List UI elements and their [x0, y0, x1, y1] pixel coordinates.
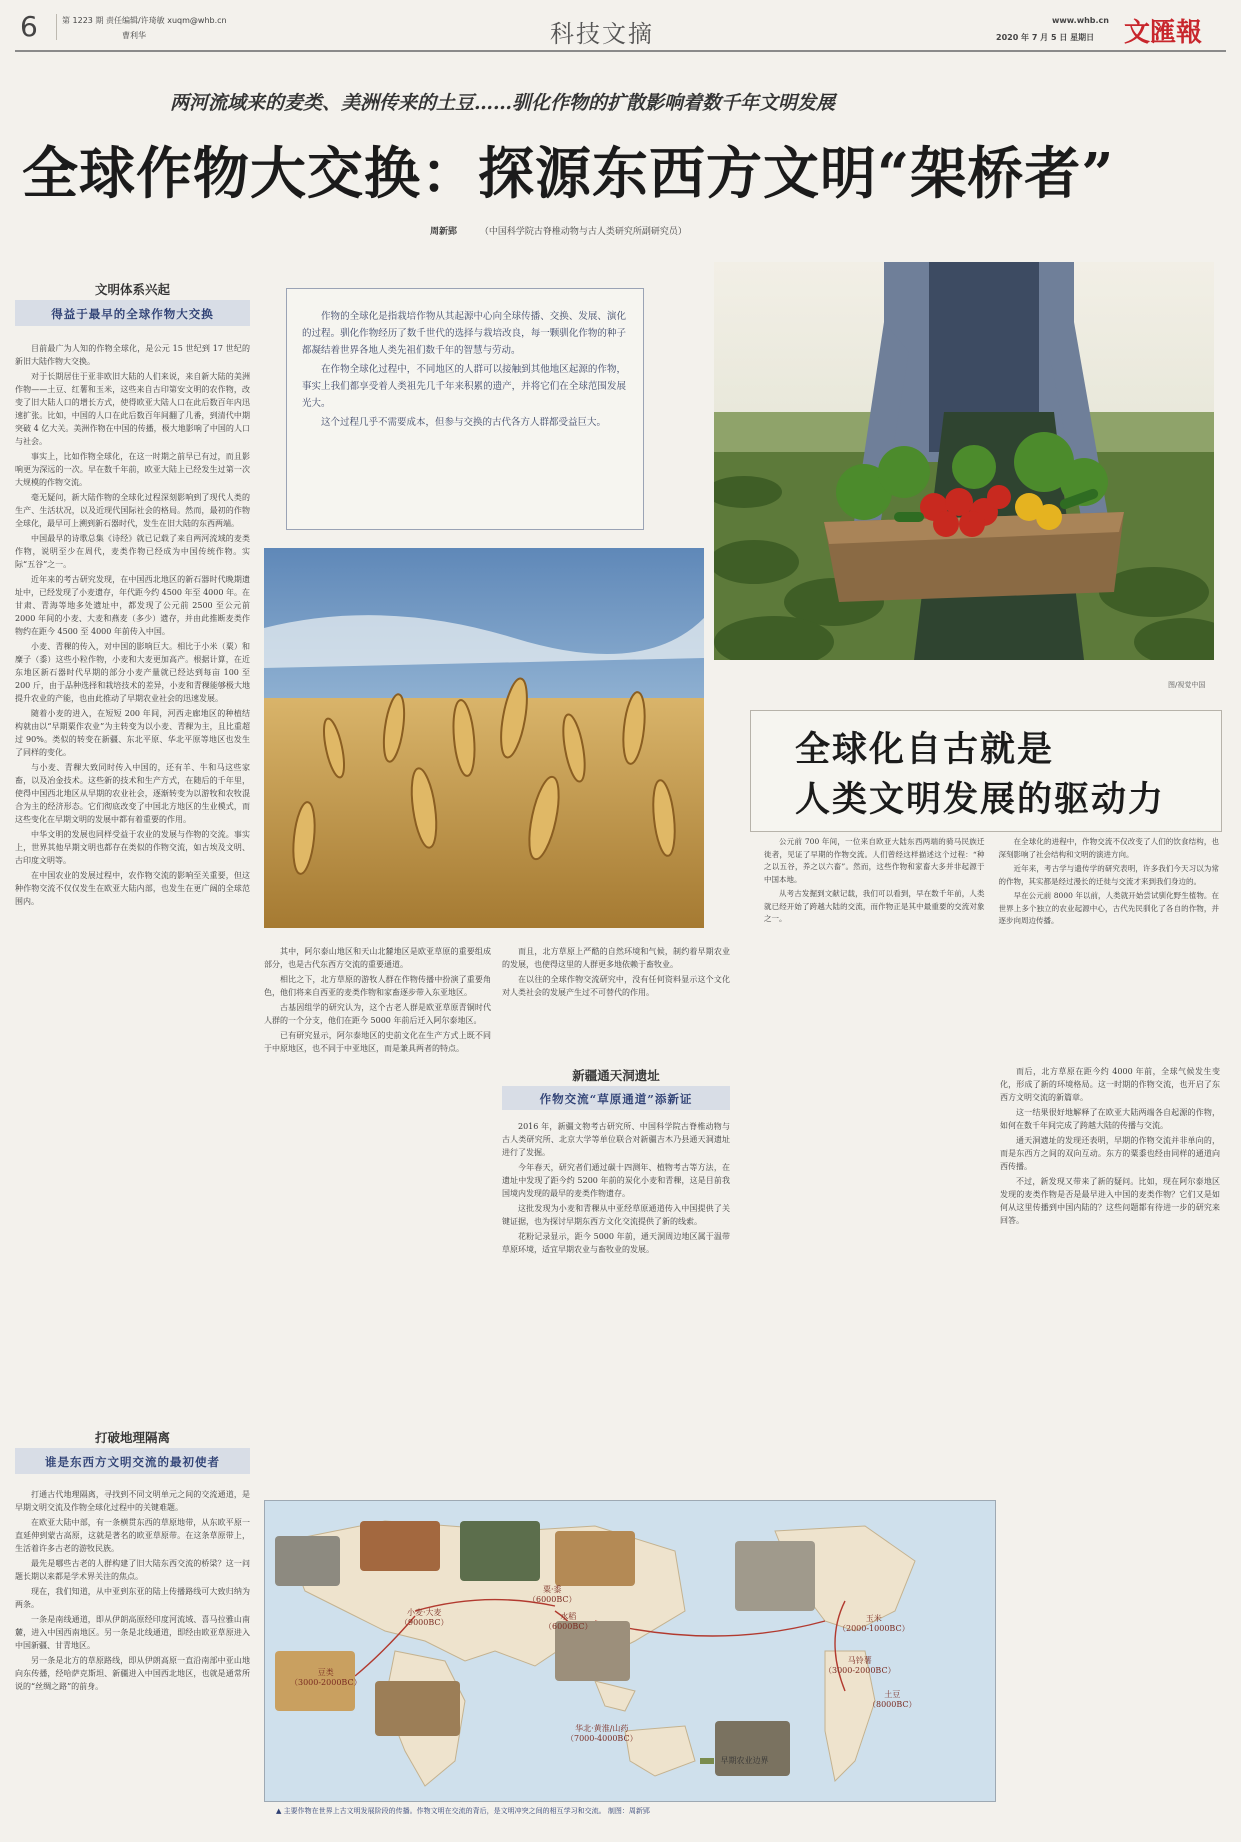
- middle-column-body: [264, 945, 491, 1415]
- masthead-divider-left: [56, 14, 57, 40]
- map-label: [290, 1668, 362, 1688]
- feature-title-line2: 人类文明发展的驱动力: [795, 779, 1166, 820]
- map-label: [868, 1690, 917, 1710]
- byline-author: 周新郢: [430, 227, 458, 237]
- paper-logo: 文匯報: [1124, 18, 1203, 48]
- website: www.whb.cn: [1052, 16, 1109, 25]
- paragraph: 事实上，比如作物全球化，在这一时期之前早已有过，而且影响更为深远的一次。早在数千年前，欧亚大陆上已经发生过第一次大规模的作物交流。: [15, 452, 250, 487]
- map-label-range: （9000BC）: [400, 1618, 449, 1627]
- map-label-name: 粟·黍: [542, 1585, 562, 1594]
- byline: [430, 224, 687, 237]
- headline-title: 全球作物大交换：探源东西方文明“架桥者”: [22, 141, 1115, 207]
- map-legend-label: 早期农业边界: [720, 1756, 769, 1765]
- paragraph: 在以往的全球作物交流研究中，没有任何资料显示这个文化对人类社会的发展产生过不可替代的作用。: [502, 975, 730, 997]
- section1-title: 文明体系兴起: [94, 282, 170, 297]
- paragraph: 这个过程几乎不需要成本，但参与交换的古代各方人群都受益巨大。: [321, 417, 607, 428]
- map-label-name: 华北·黄淮/山药: [575, 1724, 629, 1733]
- issue-date: 2020 年 7 月 5 日 星期日: [996, 33, 1095, 42]
- byline-affiliation: （中国科学院古脊椎动物与古人类研究所副研究员）: [479, 227, 687, 237]
- map-legend-swatch: [700, 1758, 714, 1764]
- section3-title: 打破地理隔离: [94, 1430, 170, 1445]
- paragraph: 中国最早的诗歌总集《诗经》就已记载了来自两河流域的麦类作物，说明至少在周代，麦类作物已经成为中国传统作物。实际“五谷”之一。: [15, 534, 250, 569]
- paragraph: 近年来的考古研究发现，在中国西北地区的新石器时代晚期遗址中，已经发现了小麦遗存，年代距今约 4500 年至 4000 年。在甘肃、青海等地多处遗址中，都发现了公元前 2500 至公元前 2000 年间的小麦、大麦和燕麦（多少）遗存，并由此推断麦类作物约在距今 4500 至 4000 年前传入中国。: [15, 575, 250, 636]
- paragraph: 公元前 700 年间，一位来自欧亚大陆东西两端的骑马民族迁徙者，见证了早期的作物交流。人们曾经这样描述这个过程：“种之以五谷，养之以六畜”。然而，这些作物和家畜大多并非起源于中国本地。: [764, 837, 985, 884]
- masthead-rule: [15, 50, 1226, 52]
- paragraph: 而后，北方草原在距今约 4000 年前，全球气候发生变化，形成了新的环境格局。这一时期的作物交流，也开启了东西方文明交流的新篇章。: [1000, 1067, 1220, 1102]
- photo-credit: 图/视觉中国: [1168, 681, 1206, 689]
- map-label-name: 小麦·大麦: [406, 1608, 442, 1617]
- paragraph: 与小麦、青稞大致同时传入中国的，还有羊、牛和马这些家畜，以及冶金技术。这些新的技术和生产方式，在随后的千年里，使得中国西北地区从早期的农业社会，逐渐转变为以游牧和农牧混合为主的经济形态。它们彻底改变了中国北方地区的生业模式，而这些变化在早期文明的发展中都有着重要的作用。: [15, 763, 250, 824]
- paragraph: 2016 年，新疆文物考古研究所、中国科学院古脊椎动物与古人类研究所、北京大学等单位联合对新疆吉木乃县通天洞遗址进行了发掘。: [502, 1122, 730, 1157]
- map-label: [544, 1612, 593, 1632]
- paragraph: 通天洞遗址的发现还表明，早期的作物交流并非单向的，而是东西方之间的双向互动。东方的粟黍也经由同样的通道向西传播。: [1000, 1136, 1220, 1171]
- map-caption: ▲ 主要作物在世界上古文明发展阶段的传播。作物文明在交流的背后，是文明冲突之间的相互学习和交流。 制图：周新郢: [276, 1807, 650, 1815]
- paragraph: 在全球化的进程中，作物交流不仅改变了人们的饮食结构，也深刻影响了社会结构和文明的演进方向。: [998, 837, 1219, 859]
- callout-body: [302, 308, 626, 522]
- wheat-field-photo: [264, 548, 704, 928]
- map-label-name: 土豆: [884, 1690, 901, 1699]
- map-label-range: （2000-1000BC）: [838, 1624, 910, 1633]
- map-legend: [700, 1755, 769, 1766]
- paragraph: 在中国农业的发展过程中，农作物交流的影响至关重要，但这种作物交流不仅仅发生在欧亚大陆内部，也发生在更广阔的全球范围内。: [15, 871, 250, 906]
- map-label-name: 玉米: [865, 1614, 882, 1623]
- paragraph: 相比之下，北方草原的游牧人群在作物传播中扮演了重要角色，他们将来自西亚的麦类作物和家畜逐步带入东亚地区。: [264, 975, 491, 997]
- map-label-range: （7000-4000BC）: [566, 1734, 638, 1743]
- section3-subtitle: 谁是东西方文明交流的最初使者: [45, 1455, 220, 1469]
- paragraph: 其中，阿尔泰山地区和天山北麓地区是欧亚草原的重要组成部分，也是古代东西方交流的重要通道。: [264, 947, 491, 969]
- paragraph: 早在公元前 8000 年以前，人类就开始尝试驯化野生植物。在世界上多个独立的农业起源中心，古代先民驯化了各自的作物，并逐步向周边传播。: [998, 891, 1219, 925]
- paragraph: 对于长期居住于亚非欧旧大陆的人们来说，来自新大陆的美洲作物——土豆、红薯和玉米，这些来自古印第安文明的农作物，改变了旧大陆人口的增长方式，使得欧亚大陆人口在此后数百年内迅速扩张。比如，中国的人口在此后数百年间翻了几番，到清代中期突破 4 亿大关。美洲作物在中国的传播，极大地影响了中国的人口与社会。: [15, 372, 250, 446]
- paragraph: 花粉记录显示，距今 5000 年前，通天洞周边地区属于温带草原环境，适宜早期农业与畜牧业的发展。: [502, 1232, 730, 1254]
- paragraph: 现在，我们知道，从中亚到东亚的陆上传播路线可大致归纳为两条。: [15, 1587, 250, 1609]
- map-label-range: （6000BC）: [528, 1595, 577, 1604]
- paragraph: 目前最广为人知的作物全球化，是公元 15 世纪到 17 世纪的新旧大陆作物大交换。: [15, 344, 250, 366]
- vegetable-crate-photo: [714, 262, 1214, 660]
- paragraph: 不过，新发现又带来了新的疑问。比如，现在阿尔泰地区发现的麦类作物是否是最早进入中国的麦类作物？它们又是如何从这里传播到中国内陆的？这些问题都有待进一步的研究来回答。: [1000, 1177, 1220, 1225]
- map-label: [528, 1585, 577, 1605]
- paragraph: 这批发现为小麦和青稞从中亚经草原通道传入中国提供了关键证据，也为探讨早期东西方文化交流提供了新的线索。: [502, 1204, 730, 1226]
- paragraph: 另一条是北方的草原路线，即从伊朗高原一直沿南部中亚山地向东传播，经哈萨克斯坦、新疆进入中国西北地区，也就是通常所说的“丝绸之路”的前身。: [15, 1656, 250, 1691]
- map-label-name: 水稻: [560, 1612, 577, 1621]
- paragraph: 在作物全球化过程中，不同地区的人群可以接触到其他地区起源的作物，事实上我们都享受着人类祖先几千年来积累的遗产，并将它们在全球范围发展光大。: [302, 364, 626, 409]
- map-label-name: 马铃薯: [847, 1656, 872, 1665]
- map-label-name: 豆类: [317, 1668, 334, 1677]
- paragraph: 最先是哪些古老的人群构建了旧大陆东西交流的桥梁？这一问题长期以来都是学术界关注的焦点。: [15, 1559, 250, 1581]
- map-label-range: （8000BC）: [868, 1700, 917, 1709]
- paragraph: 在欧亚大陆中部，有一条横贯东西的草原地带，从东欧平原一直延伸到蒙古高原，这就是著名的欧亚草原带。在这条草原带上，生活着许多古老的游牧民族。: [15, 1518, 250, 1553]
- map-label-range: （6000BC）: [544, 1622, 593, 1631]
- paragraph: 毫无疑问，新大陆作物的全球化过程深刻影响到了现代人类的生产、生活状况，以及近现代国际社会的格局。然而，最初的作物全球化，最早可上溯到新石器时代，发生在旧大陆的东西两端。: [15, 493, 250, 528]
- paragraph: 已有研究显示，阿尔泰地区的史前文化在生产方式上既不同于中原地区，也不同于中亚地区，而是兼具两者的特点。: [264, 1031, 491, 1053]
- paragraph: 而且，北方草原上严酷的自然环境和气候，制约着早期农业的发展，也使得这里的人群更多地依赖于畜牧业。: [502, 947, 730, 969]
- map-label: [838, 1614, 910, 1634]
- right-column-top: [502, 945, 730, 1045]
- map-label: [824, 1656, 896, 1676]
- feature-body: [764, 836, 1219, 1061]
- map-label-range: （3000-2000BC）: [290, 1678, 362, 1687]
- section1-subtitle: 得益于最早的全球作物大交换: [51, 307, 214, 321]
- paragraph: 小麦、青稞的传入，对中国的影响巨大。相比于小米（粟）和糜子（黍）这些小粒作物，小麦和大麦更加高产。根据计算，在近东地区新石器时代早期的部分小麦产量就已经达到每亩 100 至 200 斤，由于品种选择和栽培技术的差异，小麦和青稞能够极大地提升农业的产能，也由此推动了早期农业社会的迅速发展。: [15, 642, 250, 703]
- page-number: 6: [20, 10, 38, 43]
- headline-kicker: 两河流域来的麦类、美洲传来的土豆……驯化作物的扩散影响着数千年文明发展: [170, 92, 836, 114]
- section-name: 科技文摘: [550, 20, 654, 48]
- section3-body: [15, 1488, 250, 1833]
- right-column-body: [1000, 1065, 1220, 1820]
- paragraph: 打通古代地理隔离，寻找到不同文明单元之间的交流通道，是早期文明交流及作物全球化过程中的关键难题。: [15, 1490, 250, 1512]
- crop-spread-map: [264, 1500, 996, 1802]
- paragraph: 古基因组学的研究认为，这个古老人群是欧亚草原青铜时代人群的一个分支，他们在距今 5000 年前后迁入阿尔泰地区。: [264, 1003, 491, 1025]
- map-label: [566, 1724, 638, 1744]
- section2-body: [502, 1120, 730, 1415]
- masthead: [0, 0, 1241, 52]
- paragraph: 一条是南线通道，即从伊朗高原经印度河流域、喜马拉雅山南麓，进入中国西南地区。另一条是北线通道，即经由欧亚草原进入中国新疆、甘青地区。: [15, 1615, 250, 1650]
- paragraph: 作物的全球化是指栽培作物从其起源中心向全球传播、交换、发展、演化的过程。驯化作物经历了数千世代的选择与栽培改良，每一颗驯化作物的种子都凝结着世界各地人类先祖们数千年的智慧与劳动。: [302, 311, 626, 356]
- paragraph: 中华文明的发展也同样受益于农业的发展与作物的交流。事实上，世界其他早期文明也都存在类似的作物交流，如古埃及文明、古印度文明等。: [15, 830, 250, 865]
- paragraph: 从考古发掘到文献记载，我们可以看到，早在数千年前，人类就已经开始了跨越大陆的交流，而作物正是其中最重要的交流对象之一。: [764, 889, 985, 923]
- editor-line: 曹利华: [122, 31, 146, 40]
- section2-title: 新疆通天洞遗址: [572, 1068, 660, 1083]
- issue-info: 第 1223 期 责任编辑/许琦敏 xuqm@whb.cn: [62, 16, 227, 25]
- section1-body: [15, 342, 250, 1412]
- map-label-range: （3000-2000BC）: [824, 1666, 896, 1675]
- paragraph: 近年来，考古学与遗传学的研究表明，许多我们今天习以为常的作物，其实都是经过漫长的迁徙与交流才来到我们身边的。: [998, 864, 1219, 886]
- feature-title-line1: 全球化自古就是: [795, 729, 1055, 770]
- paragraph: 这一结果很好地解释了在欧亚大陆两端各自起源的作物，如何在数千年间完成了跨越大陆的传播与交流。: [1000, 1108, 1220, 1130]
- paragraph: 随着小麦的进入，在短短 200 年间，河西走廊地区的种植结构就由以“早期粟作农业”为主转变为以小麦、青稞为主，且比重超过 90%。类似的转变在新疆、东北平原、华北平原等地区也发生了同样的变化。: [15, 709, 250, 757]
- section2-subtitle: 作物交流“草原通道”添新证: [539, 1092, 693, 1106]
- map-label: [400, 1608, 449, 1628]
- paragraph: 今年春天，研究者们通过碳十四测年、植物考古等方法，在遗址中发现了距今约 5200 年前的炭化小麦和青稞，这是目前我国境内发现的最早的麦类作物遗存。: [502, 1163, 730, 1198]
